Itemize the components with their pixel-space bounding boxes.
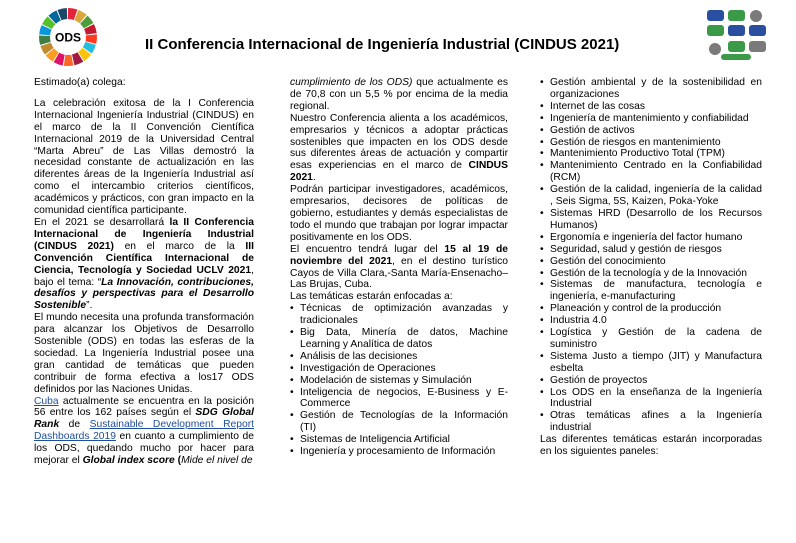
greeting: Estimado(a) colega: (34, 77, 126, 88)
list-item: • Técnicas de optimización avanzadas y tradicionales (290, 303, 508, 327)
column-left (34, 77, 254, 467)
paragraph-score: cumplimiento de los ODS) que actualmente es de 70,8 con un 5,5 % por encima de la media regional. (290, 77, 508, 112)
topics-list-middle (290, 303, 508, 458)
column-middle (290, 77, 508, 458)
paragraph-cuba-rank: Cuba actualmente se encuentra en la posición 56 entre los 162 países según el SDG Global Rank de Sustainable Development Report Dashboards 2019 en cuanto a cumplimiento de los ODS, quedando mucho por hacer para mejorar el Global index score (Mide el nivel de (34, 395, 255, 467)
list-item: • Gestión de Tecnologías de la Información (TI) (290, 410, 508, 434)
paragraph-participants: Podrán participar investigadores, académicos, empresarios, decisores de políticas de gobierno, estudiantes y demás especialistas de todo el mundo que trabajan por lograr impactar positivamente en los ODS. (290, 184, 508, 243)
list-item: • Mantenimiento Centrado en la Confiabilidad (RCM) (540, 160, 762, 184)
list-item: • Gestión de riesgos en mantenimiento (540, 137, 762, 149)
ods-logo-text: ODS (54, 30, 82, 45)
paragraph-dates: El encuentro tendrá lugar del 15 al 19 de noviembre del 2021, en el destino turístico Cayos de Villa Clara,-Santa María-Ensenacho–Las Brujas, Cuba. (290, 243, 509, 291)
list-item: • Mantenimiento Productivo Total (TPM) (540, 148, 762, 160)
list-item: • Ingeniería de mantenimiento y confiabilidad (540, 113, 762, 125)
list-item: • Análisis de las decisiones (290, 351, 508, 363)
ods-ring-segment (64, 55, 74, 66)
list-item: • Gestión de la tecnología y de la Innovación (540, 268, 762, 280)
paragraph-encourage: Nuestro Conferencia alienta a los académicos, empresarios y técnicos a adoptar prácticas sostenibles que impacten en los ODS desde sus diferentes áreas de actuación y compartir esas experiencias en el marco de CINDUS 2021. (290, 112, 508, 184)
page-title: II Conferencia Internacional de Ingeniería Industrial (CINDUS 2021) (145, 36, 620, 53)
paragraph-transformation: El mundo necesita una profunda transformación para alcanzar los Objetivos de Desarrollo Sostenible (ODS) en todas las esferas de la sociedad. La Ingeniería Industrial posee una gran cantidad de temáticas que pueden contribuir de forma efectiva a los17 ODS definidos por las Naciones Unidas. (34, 312, 254, 395)
list-item: • Gestión de la calidad, ingeniería de la calidad , Seis Sigma, 5S, Kaizen, Poka-Yoke (540, 184, 762, 208)
paragraph-conference: En el 2021 se desarrollará la II Conferencia Internacional de Ingeniería Industrial (CINDUS 2021) en el marco de la III Convención Científica Internacional de Ciencia, Tecnología y Sociedad UCLV 2021, bajo el tema: “La Innovación, contribuciones, desafíos y perspectivas para el Desarrollo Sostenible”. (34, 216, 254, 312)
sdr-dashboards-link[interactable]: Sustainable Development Report Dashboards 2019 (34, 419, 254, 443)
list-item: • Investigación de Operaciones (290, 363, 508, 375)
panels-intro: Las diferentes temáticas estarán incorporadas en los siguientes paneles: (540, 434, 762, 458)
list-item: • Otras temáticas afines a la Ingeniería industrial (540, 410, 762, 434)
list-item: • Big Data, Minería de datos, Machine Learning y Analítica de datos (290, 327, 508, 351)
list-item: • Inteligencia de negocios, E-Business y E-Commerce (290, 387, 508, 411)
list-item: • Seguridad, salud y gestión de riesgos (540, 244, 762, 256)
list-item: • Los ODS en la enseñanza de la Ingeniería Industrial (540, 387, 762, 411)
cuba-link[interactable]: Cuba (34, 395, 59, 407)
list-item: • Modelación de sistemas y Simulación (290, 375, 508, 387)
topics-intro: Las temáticas estarán enfocadas a: (290, 291, 453, 303)
list-item: • Gestión del conocimiento (540, 256, 762, 268)
list-item: • Logística y Gestión de la cadena de suministro (540, 327, 762, 351)
list-item: • Ergonomía e ingeniería del factor humano (540, 232, 762, 244)
list-item: • Planeación y control de la producción (540, 303, 762, 315)
paragraph-intro: La celebración exitosa de la I Conferencia Internacional Ingeniería Industrial (CINDUS) en el marco de la II Convención Científica Internacional 2019 de la Universidad Central “Marta Abreu” de Las Villas demostró la necesidad constante de actualización en las diferentes áreas de la Ingeniería Industrial así como el intercambio criterios científicos, académicos y prácticos, con gran impacto en la comunidad científica participante. (34, 97, 254, 217)
list-item: • Industria 4.0 (540, 315, 762, 327)
list-item: • Gestión de proyectos (540, 375, 762, 387)
header (0, 0, 796, 70)
list-item: • Gestión ambiental y de la sostenibilidad en organizaciones (540, 77, 762, 101)
list-item: • Sistemas HRD (Desarrollo de los Recursos Humanos) (540, 208, 762, 232)
conference-logo (705, 8, 769, 62)
list-item: • Ingeniería y procesamiento de Información (290, 446, 508, 458)
ods-ring-segment (85, 34, 97, 43)
topics-list-right (540, 77, 762, 434)
list-item: • Sistema Justo a tiempo (JIT) y Manufactura esbelta (540, 351, 762, 375)
list-item: • Internet de las cosas (540, 101, 762, 113)
ods-logo (38, 7, 98, 67)
list-item: • Sistemas de Inteligencia Artificial (290, 434, 508, 446)
column-right (540, 77, 762, 458)
list-item: • Sistemas de manufactura, tecnología e ingeniería, e-manufacturing (540, 279, 762, 303)
list-item: • Gestión de activos (540, 125, 762, 137)
